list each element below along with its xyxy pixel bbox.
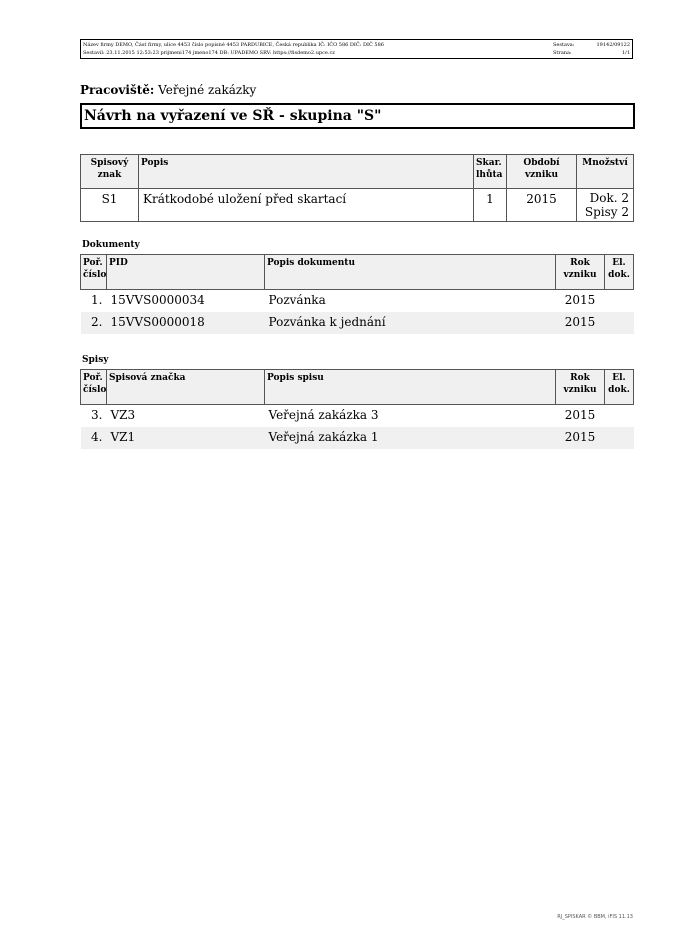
mnozstvi-dok: Dok. 2	[589, 191, 629, 205]
rok-cell: 2015	[556, 427, 605, 449]
el-dok-cell	[605, 405, 634, 428]
report-title: Návrh na vyřazení ve SŘ - skupina "S"	[80, 103, 635, 129]
sestava-value: 19142/09122	[596, 42, 630, 48]
col-header: Popis dokumentu	[265, 255, 556, 290]
spisy-table	[80, 369, 634, 449]
col-header: Rok vzniku	[556, 370, 605, 405]
row-number: 1.	[91, 293, 103, 307]
col-header: Popis spisu	[265, 370, 556, 405]
col-header: Spisová značka	[107, 370, 265, 405]
pracoviste-value: Veřejné zakázky	[158, 83, 257, 97]
col-header: Množství	[577, 155, 634, 189]
table-row	[81, 189, 634, 222]
strana-label: Strana:	[553, 50, 572, 56]
row-number: 3.	[91, 408, 103, 422]
col-header: Popis	[139, 155, 474, 189]
popis-cell: Pozvánka k jednání	[265, 312, 556, 334]
strana-value: 1/1	[621, 50, 630, 56]
author-line: Sestavil: 23.11.2015 12:53:23 prijmeni174 jmeno174 DB: UPADEMO SRV: https://fisdemo2.upce.cz	[83, 50, 335, 56]
el-dok-cell	[605, 427, 634, 449]
col-header: Spisový znak	[81, 155, 139, 189]
znak-cell: S1	[81, 189, 139, 222]
popis-cell: Veřejná zakázka 1	[265, 427, 556, 449]
col-header: Poř. číslo	[81, 370, 107, 405]
table-row	[81, 427, 634, 449]
popis-cell: Veřejná zakázka 3	[268, 408, 379, 422]
table-row	[81, 405, 634, 428]
company-line: Název firmy DEMO, Část firmy, ulice 4453 číslo popisné 4453 PARDUBICE, Česká republika IČ: IČO 586 DIČ: DIČ 586	[83, 42, 384, 48]
col-header: Rok vzniku	[556, 255, 605, 290]
row-number: 4.	[81, 427, 107, 449]
main-table	[80, 154, 634, 222]
pracoviste	[80, 83, 256, 97]
col-header: El. dok.	[605, 255, 634, 290]
rok-cell: 2015	[564, 293, 596, 307]
col-header: Poř. číslo	[81, 255, 107, 290]
rok-cell: 2015	[564, 408, 596, 422]
sestava-label: Sestava:	[553, 42, 575, 48]
lhuta-cell: 1	[474, 189, 507, 222]
popis-cell: Krátkodobé uložení před skartací	[139, 189, 474, 222]
row-number: 2.	[81, 312, 107, 334]
el-dok-cell	[605, 312, 634, 334]
col-header: El. dok.	[605, 370, 634, 405]
dokumenty-heading: Dokumenty	[82, 240, 140, 250]
dokumenty-table	[80, 254, 634, 334]
report-footer: RJ_SPISKAR © BBM, iFIS 11.13	[557, 914, 633, 920]
obdobi-cell: 2015	[507, 189, 577, 222]
pracoviste-label: Pracoviště:	[80, 83, 155, 97]
mnozstvi-cell	[577, 189, 634, 222]
mnozstvi-spisy: Spisy 2	[584, 205, 629, 219]
table-row	[81, 312, 634, 334]
znacka-cell: VZ3	[110, 408, 136, 422]
spisy-heading: Spisy	[82, 355, 109, 365]
rok-cell: 2015	[556, 312, 605, 334]
popis-cell: Pozvánka	[268, 293, 326, 307]
table-row	[81, 290, 634, 313]
pid-cell: 15VVS0000018	[107, 312, 265, 334]
znacka-cell: VZ1	[107, 427, 265, 449]
pid-cell: 15VVS0000034	[110, 293, 205, 307]
col-header: Období vzniku	[507, 155, 577, 189]
col-header: Skar. lhůta	[474, 155, 507, 189]
el-dok-cell	[605, 290, 634, 313]
report-header	[80, 39, 633, 59]
col-header: PID	[107, 255, 265, 290]
